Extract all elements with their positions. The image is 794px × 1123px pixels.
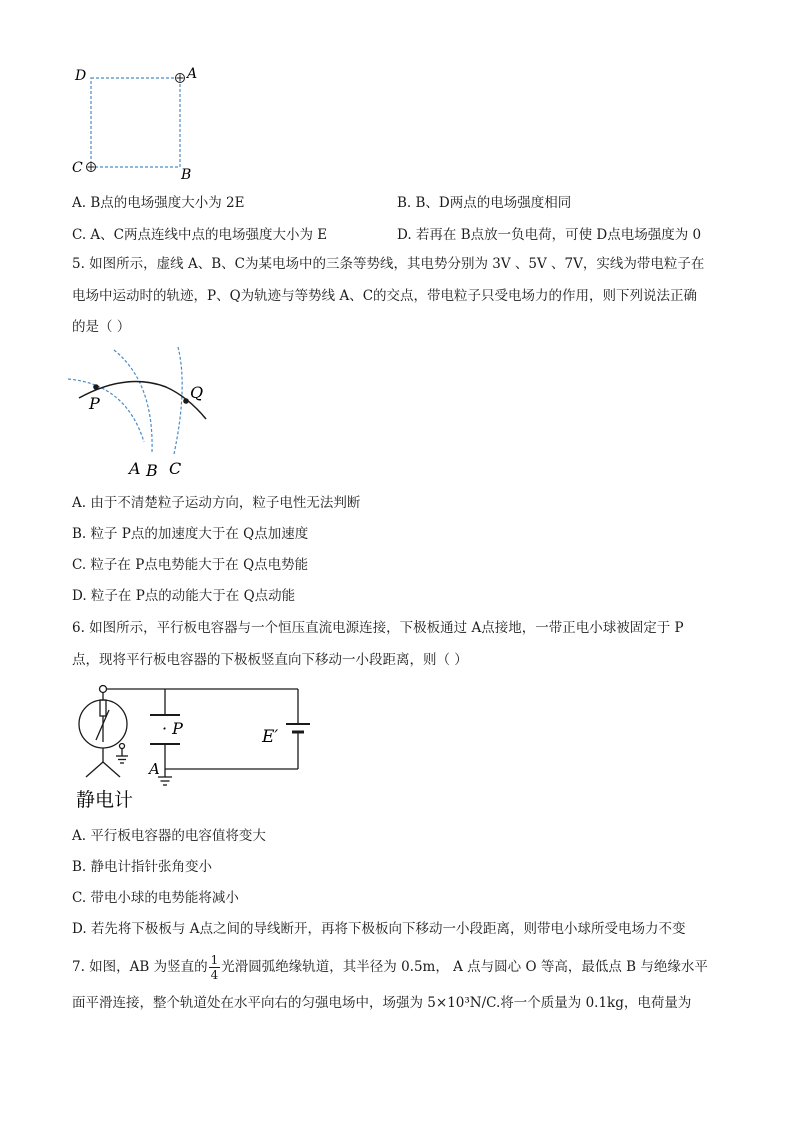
- label-e: E′: [262, 727, 279, 747]
- q5-stem-line1: 5. 如图所示，虚线 A、B、C为某电场中的三条等势线，其电势分别为 3V 、5V 、7V，实线为带电粒子在: [72, 256, 705, 272]
- fraction-numerator: 1: [210, 953, 219, 967]
- q6-option-a[interactable]: A. 平行板电容器的电容值将变大: [72, 828, 266, 844]
- electrometer-rod: [100, 700, 106, 716]
- electrometer-ground-terminal: [120, 744, 125, 749]
- positive-charge-c: [87, 163, 96, 172]
- q7-stem-line1: [72, 953, 708, 982]
- q5-option-d[interactable]: D. 粒子在 P点的动能大于在 Q点动能: [72, 588, 296, 604]
- ground-icon-a: [158, 777, 172, 785]
- q4-option-d[interactable]: D. 若再在 B点放一负电荷，可使 D点电场强度为 0: [397, 227, 702, 243]
- fraction-denominator: 4: [210, 968, 219, 982]
- q6-option-b[interactable]: B. 静电计指针张角变小: [72, 859, 213, 875]
- label-line-c: C: [169, 459, 182, 478]
- dashed-square: [91, 78, 180, 167]
- electrometer-leg-left: [86, 762, 103, 777]
- q6-capacitor-circuit-figure: [72, 682, 312, 812]
- label-c: C: [72, 160, 83, 176]
- q6-option-d[interactable]: D. 若先将下极板与 A点之间的导线断开，再将下极板向下移动一小段距离，则带电小球所受电场力不变: [72, 921, 686, 937]
- label-b: B: [181, 167, 192, 183]
- label-p: · P: [162, 719, 183, 738]
- q6-stem-line2: 点，现将平行板电容器的下极板竖直向下移动一小段距离，则（ ）: [72, 652, 468, 668]
- ground-icon-electrometer: [116, 756, 128, 763]
- q5-option-b[interactable]: B. 粒子 P点的加速度大于在 Q点加速度: [72, 526, 309, 542]
- label-line-b: B: [146, 461, 158, 480]
- q7-line1-suffix: 光滑圆弧绝缘轨道，其半径为 0.5m， A 点与圆心 O 等高，最低点 B 与绝缘水平: [221, 959, 708, 975]
- q5-equipotential-figure: [66, 342, 216, 482]
- label-d: D: [75, 68, 87, 84]
- q5-stem-line3: 的是（ ）: [72, 319, 131, 335]
- label-q: Q: [190, 383, 204, 402]
- label-electrometer: 静电计: [76, 789, 134, 811]
- quarter-fraction: [209, 953, 221, 982]
- q6-stem-line1: 6. 如图所示，平行板电容器与一个恒压直流电源连接，下极板通过 A点接地，一带正电小球被固定于 P: [72, 620, 684, 636]
- q5-option-c[interactable]: C. 粒子在 P点电势能大于在 Q点电势能: [72, 557, 309, 573]
- q4-square-figure: [70, 62, 200, 182]
- equipotential-line-c: [174, 347, 182, 454]
- electrometer-terminal: [100, 686, 107, 693]
- point-p: [93, 384, 99, 390]
- q4-option-b[interactable]: B. B、D两点的电场强度相同: [397, 195, 572, 211]
- positive-charge-a: [176, 74, 185, 83]
- label-line-a: A: [129, 459, 141, 478]
- q4-option-a[interactable]: A. B点的电场强度大小为 2E: [72, 195, 245, 211]
- label-p: P: [89, 394, 100, 413]
- q6-option-c[interactable]: C. 带电小球的电势能将减小: [72, 890, 239, 906]
- q4-option-c[interactable]: C. A、C两点连线中点的电场强度大小为 E: [72, 227, 328, 243]
- electrometer-leg-right: [103, 762, 120, 777]
- q7-line1-prefix: 7. 如图，AB 为竖直的: [72, 959, 208, 975]
- point-q: [183, 398, 189, 404]
- equipotential-line-a: [68, 379, 144, 442]
- q5-stem-line2: 电场中运动时的轨迹，P、Q为轨迹与等势线 A、C的交点，带电粒子只受电场力的作用，则下列说法正确: [72, 288, 698, 304]
- label-a: A: [149, 760, 160, 778]
- q5-option-a[interactable]: A. 由于不清楚粒子运动方向，粒子电性无法判断: [72, 495, 361, 511]
- label-a: A: [187, 66, 198, 82]
- q7-stem-line2: 面平滑连接，整个轨道处在水平向右的匀强电场中，场强为 5×10³N/C.将一个质量为 0.1kg，电荷量为: [72, 995, 692, 1011]
